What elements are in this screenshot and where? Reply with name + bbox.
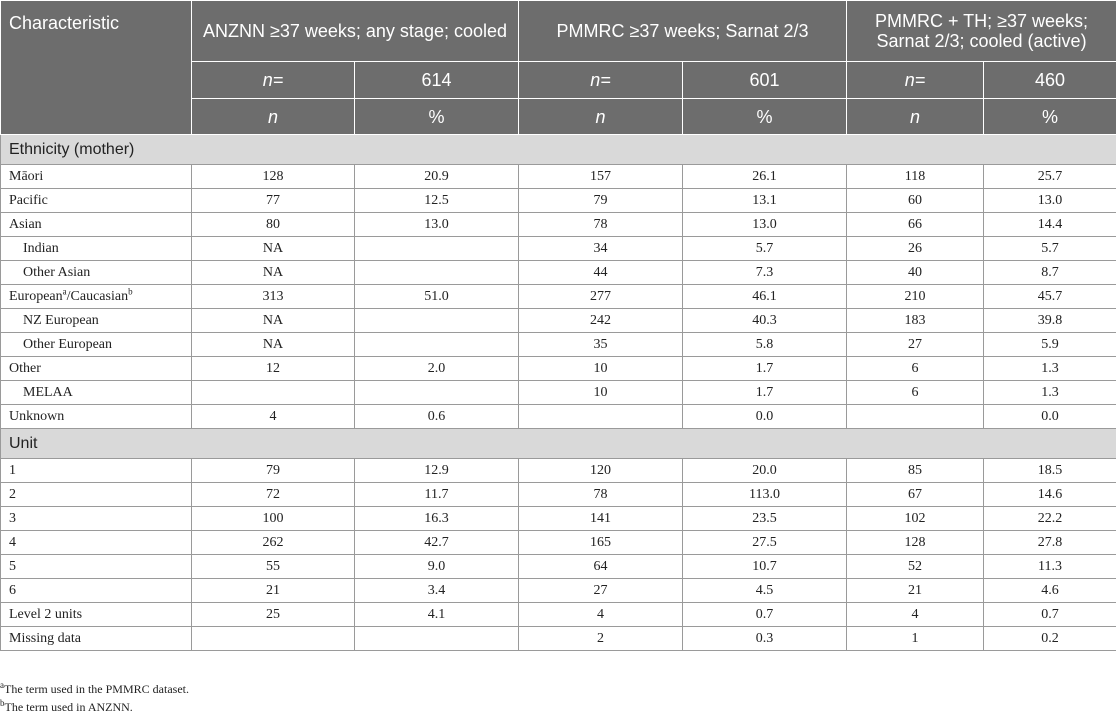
count-cell: 40	[847, 261, 984, 285]
row-label: European$^a$/Caucasian$^b$	[1, 285, 192, 309]
count-cell: 25	[192, 603, 355, 627]
row-label: Other	[1, 357, 192, 381]
row-label: 5	[1, 555, 192, 579]
count-cell: 262	[192, 531, 355, 555]
col-n-anznn: n	[192, 99, 355, 135]
count-cell: 77	[192, 189, 355, 213]
count-cell: 85	[847, 459, 984, 483]
count-cell: NA	[192, 261, 355, 285]
count-cell: 102	[847, 507, 984, 531]
count-cell: 26	[847, 237, 984, 261]
col-pct-pmmrc-th: %	[984, 99, 1116, 135]
section-title: Ethnicity (mother)	[1, 135, 1116, 165]
n-value-pmmrc: 601	[683, 62, 847, 99]
col-n-pmmrc-th: n	[847, 99, 984, 135]
percent-cell: 14.6	[984, 483, 1116, 507]
percent-cell: 27.5	[683, 531, 847, 555]
table-row	[1, 531, 1116, 555]
percent-cell	[355, 237, 519, 261]
percent-cell: 11.7	[355, 483, 519, 507]
count-cell: 4	[847, 603, 984, 627]
count-cell: 44	[519, 261, 683, 285]
row-label: Other European	[1, 333, 192, 357]
percent-cell: 0.2	[984, 627, 1116, 651]
count-cell: 6	[847, 357, 984, 381]
table-row	[1, 213, 1116, 237]
table-row	[1, 333, 1116, 357]
percent-cell: 7.3	[683, 261, 847, 285]
percent-cell: 46.1	[683, 285, 847, 309]
count-cell: 120	[519, 459, 683, 483]
percent-cell: 5.7	[984, 237, 1116, 261]
row-label: NZ European	[1, 309, 192, 333]
count-cell: 118	[847, 165, 984, 189]
count-cell: 79	[519, 189, 683, 213]
row-label: Pacific	[1, 189, 192, 213]
percent-cell	[355, 333, 519, 357]
percent-cell: 1.7	[683, 357, 847, 381]
table-row	[1, 285, 1116, 309]
count-cell: NA	[192, 309, 355, 333]
percent-cell: 23.5	[683, 507, 847, 531]
percent-cell: 3.4	[355, 579, 519, 603]
row-label: Missing data	[1, 627, 192, 651]
table-row	[1, 165, 1116, 189]
section-row	[1, 429, 1116, 459]
percent-cell: 1.3	[984, 381, 1116, 405]
count-cell: 128	[847, 531, 984, 555]
count-cell: 78	[519, 483, 683, 507]
table-row	[1, 555, 1116, 579]
percent-cell: 1.7	[683, 381, 847, 405]
table-row	[1, 237, 1116, 261]
table-row	[1, 261, 1116, 285]
percent-cell	[355, 381, 519, 405]
table-row	[1, 579, 1116, 603]
percent-cell: 42.7	[355, 531, 519, 555]
percent-cell: 51.0	[355, 285, 519, 309]
percent-cell: 13.1	[683, 189, 847, 213]
table-row	[1, 459, 1116, 483]
percent-cell	[355, 261, 519, 285]
percent-cell: 14.4	[984, 213, 1116, 237]
table-row	[1, 381, 1116, 405]
percent-cell: 0.7	[683, 603, 847, 627]
table-body	[1, 135, 1116, 651]
row-label: 6	[1, 579, 192, 603]
count-cell: 27	[847, 333, 984, 357]
count-cell: 55	[192, 555, 355, 579]
count-cell: 67	[847, 483, 984, 507]
percent-cell: 0.0	[683, 405, 847, 429]
percent-cell: 8.7	[984, 261, 1116, 285]
percent-cell: 1.3	[984, 357, 1116, 381]
percent-cell: 5.7	[683, 237, 847, 261]
percent-cell: 22.2	[984, 507, 1116, 531]
percent-cell	[355, 309, 519, 333]
table-row	[1, 309, 1116, 333]
row-label: 1	[1, 459, 192, 483]
footnote-a: $^a$The term used in the PMMRC dataset.	[0, 680, 189, 696]
table-row	[1, 189, 1116, 213]
count-cell: 80	[192, 213, 355, 237]
count-cell: 128	[192, 165, 355, 189]
table-row	[1, 603, 1116, 627]
footnote-b: $^b$The term used in ANZNN.	[0, 698, 133, 714]
count-cell: 157	[519, 165, 683, 189]
n-label-pmmrc: n=	[519, 62, 683, 99]
count-cell: NA	[192, 333, 355, 357]
percent-cell: 27.8	[984, 531, 1116, 555]
row-label: 2	[1, 483, 192, 507]
count-cell: 21	[847, 579, 984, 603]
count-cell: 12	[192, 357, 355, 381]
group-header-pmmrc: PMMRC ≥37 weeks; Sarnat 2/3	[519, 1, 847, 62]
count-cell	[519, 405, 683, 429]
row-label: Asian	[1, 213, 192, 237]
count-cell	[192, 627, 355, 651]
count-cell: 277	[519, 285, 683, 309]
count-cell: 78	[519, 213, 683, 237]
n-label-pmmrc-th: n=	[847, 62, 984, 99]
count-cell: 1	[847, 627, 984, 651]
percent-cell: 113.0	[683, 483, 847, 507]
table-row	[1, 483, 1116, 507]
count-cell: 60	[847, 189, 984, 213]
row-label: Other Asian	[1, 261, 192, 285]
percent-cell: 18.5	[984, 459, 1116, 483]
count-cell: 64	[519, 555, 683, 579]
percent-cell: 16.3	[355, 507, 519, 531]
characteristic-header: Characteristic	[1, 1, 192, 135]
row-label: Māori	[1, 165, 192, 189]
row-label: MELAA	[1, 381, 192, 405]
percent-cell: 5.9	[984, 333, 1116, 357]
percent-cell: 0.0	[984, 405, 1116, 429]
percent-cell: 0.7	[984, 603, 1116, 627]
percent-cell: 5.8	[683, 333, 847, 357]
count-cell: 165	[519, 531, 683, 555]
percent-cell: 13.0	[984, 189, 1116, 213]
n-label-anznn: n=	[192, 62, 355, 99]
percent-cell: 13.0	[355, 213, 519, 237]
count-cell: 27	[519, 579, 683, 603]
section-title: Unit	[1, 429, 1116, 459]
count-cell: 52	[847, 555, 984, 579]
percent-cell: 11.3	[984, 555, 1116, 579]
table-row	[1, 627, 1116, 651]
percent-cell: 39.8	[984, 309, 1116, 333]
percent-cell: 4.6	[984, 579, 1116, 603]
percent-cell: 2.0	[355, 357, 519, 381]
row-label: 3	[1, 507, 192, 531]
group-header-anznn: ANZNN ≥37 weeks; any stage; cooled	[192, 1, 519, 62]
count-cell	[847, 405, 984, 429]
table-row	[1, 507, 1116, 531]
count-cell: 242	[519, 309, 683, 333]
percent-cell: 0.3	[683, 627, 847, 651]
table-row	[1, 405, 1116, 429]
count-cell: 4	[519, 603, 683, 627]
count-cell: 210	[847, 285, 984, 309]
count-cell: 2	[519, 627, 683, 651]
percent-cell: 20.0	[683, 459, 847, 483]
count-cell: 66	[847, 213, 984, 237]
count-cell: 10	[519, 381, 683, 405]
table-row	[1, 357, 1116, 381]
count-cell: 100	[192, 507, 355, 531]
percent-cell: 9.0	[355, 555, 519, 579]
count-cell: 4	[192, 405, 355, 429]
row-label: Level 2 units	[1, 603, 192, 627]
row-label: Unknown	[1, 405, 192, 429]
row-label: Indian	[1, 237, 192, 261]
group-header-pmmrc-th: PMMRC + TH; ≥37 weeks; Sarnat 2/3; cooled (active)	[847, 1, 1116, 62]
col-pct-pmmrc: %	[683, 99, 847, 135]
percent-cell: 13.0	[683, 213, 847, 237]
count-cell: 6	[847, 381, 984, 405]
row-label: 4	[1, 531, 192, 555]
percent-cell: 12.9	[355, 459, 519, 483]
percent-cell: 10.7	[683, 555, 847, 579]
n-value-anznn: 614	[355, 62, 519, 99]
percent-cell: 0.6	[355, 405, 519, 429]
count-cell: 72	[192, 483, 355, 507]
percent-cell: 25.7	[984, 165, 1116, 189]
count-cell: 21	[192, 579, 355, 603]
count-cell: 313	[192, 285, 355, 309]
col-n-pmmrc: n	[519, 99, 683, 135]
count-cell: 79	[192, 459, 355, 483]
count-cell: 34	[519, 237, 683, 261]
count-cell: 10	[519, 357, 683, 381]
percent-cell: 4.5	[683, 579, 847, 603]
percent-cell: 26.1	[683, 165, 847, 189]
percent-cell: 45.7	[984, 285, 1116, 309]
count-cell: 141	[519, 507, 683, 531]
percent-cell: 20.9	[355, 165, 519, 189]
count-cell	[192, 381, 355, 405]
count-cell: 183	[847, 309, 984, 333]
footnotes	[0, 680, 189, 716]
count-cell: 35	[519, 333, 683, 357]
percent-cell: 4.1	[355, 603, 519, 627]
section-row	[1, 135, 1116, 165]
percent-cell: 12.5	[355, 189, 519, 213]
percent-cell: 40.3	[683, 309, 847, 333]
percent-cell	[355, 627, 519, 651]
n-value-pmmrc-th: 460	[984, 62, 1116, 99]
table-header	[1, 1, 1116, 135]
count-cell: NA	[192, 237, 355, 261]
col-pct-anznn: %	[355, 99, 519, 135]
